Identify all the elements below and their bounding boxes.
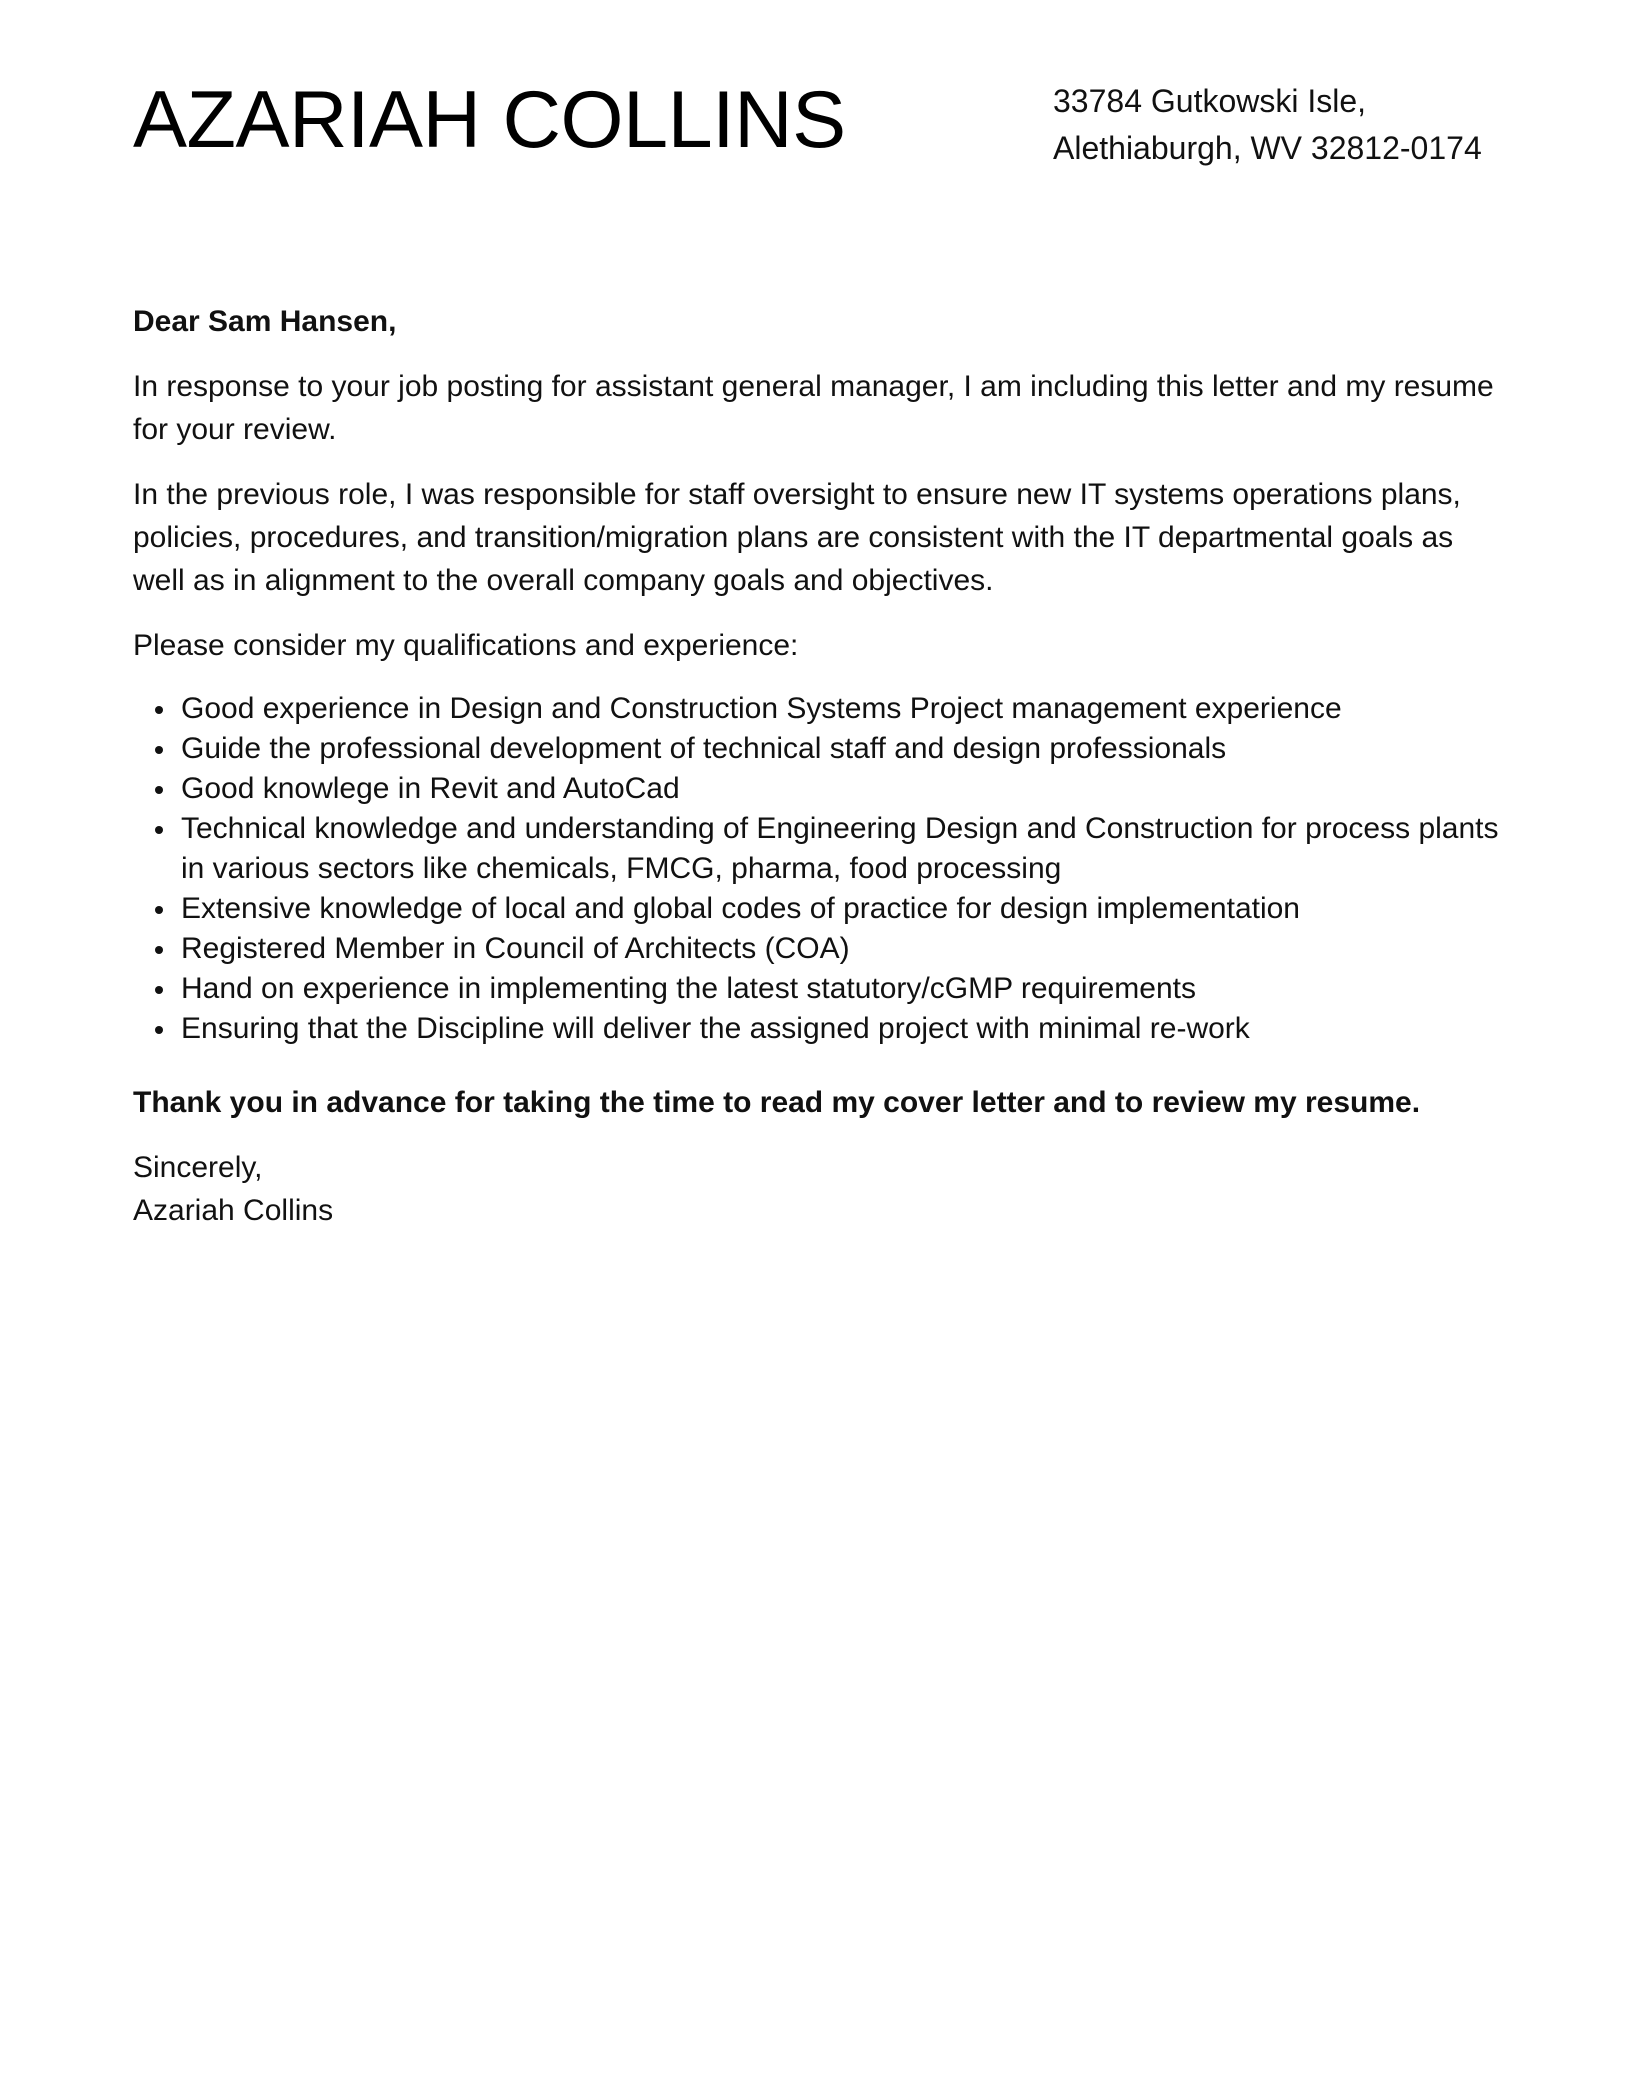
- qualifications-list: [133, 689, 1503, 1049]
- signature-name: Azariah Collins: [133, 1194, 334, 1227]
- list-item: Technical knowledge and understanding of Engineering Design and Construction for process plants in various sectors like chemicals, FMCG, pharma, food processing: [181, 809, 1503, 889]
- salutation: Dear Sam Hansen,: [133, 305, 397, 338]
- list-item: Hand on experience in implementing the latest statutory/cGMP requirements: [181, 969, 1503, 1009]
- list-item: Guide the professional development of technical staff and design professionals: [181, 729, 1503, 769]
- address-line-2: Alethiaburgh, WV 32812-0174: [1053, 130, 1482, 166]
- address-line-1: 33784 Gutkowski Isle,: [1053, 83, 1367, 119]
- list-item: Ensuring that the Discipline will deliver the assigned project with minimal re-work: [181, 1009, 1503, 1049]
- qualifications-intro: Please consider my qualifications and experience:: [133, 629, 799, 662]
- list-item: Extensive knowledge of local and global codes of practice for design implementation: [181, 889, 1503, 929]
- list-item: Registered Member in Council of Architects (COA): [181, 929, 1503, 969]
- applicant-name: AZARIAH COLLINS: [133, 75, 846, 165]
- intro-paragraph: In response to your job posting for assistant general manager, I am including this letter and my resume for your review.: [133, 370, 1494, 446]
- list-item: Good experience in Design and Construction Systems Project management experience: [181, 689, 1503, 729]
- signoff: Sincerely,: [133, 1151, 263, 1184]
- experience-paragraph: In the previous role, I was responsible for staff oversight to ensure new IT systems operations plans, policies, procedures, and transition/migration plans are consistent with the IT departmental goals as well as in alignment to the overall company goals and objectives.: [133, 478, 1461, 597]
- closing-statement: Thank you in advance for taking the time to read my cover letter and to review my resume.: [133, 1086, 1421, 1119]
- list-item: Good knowlege in Revit and AutoCad: [181, 769, 1503, 809]
- applicant-address: [1053, 78, 1482, 172]
- letter-body: [133, 300, 1503, 1232]
- signoff-block: [133, 1146, 1503, 1232]
- letter-header: [133, 70, 1503, 190]
